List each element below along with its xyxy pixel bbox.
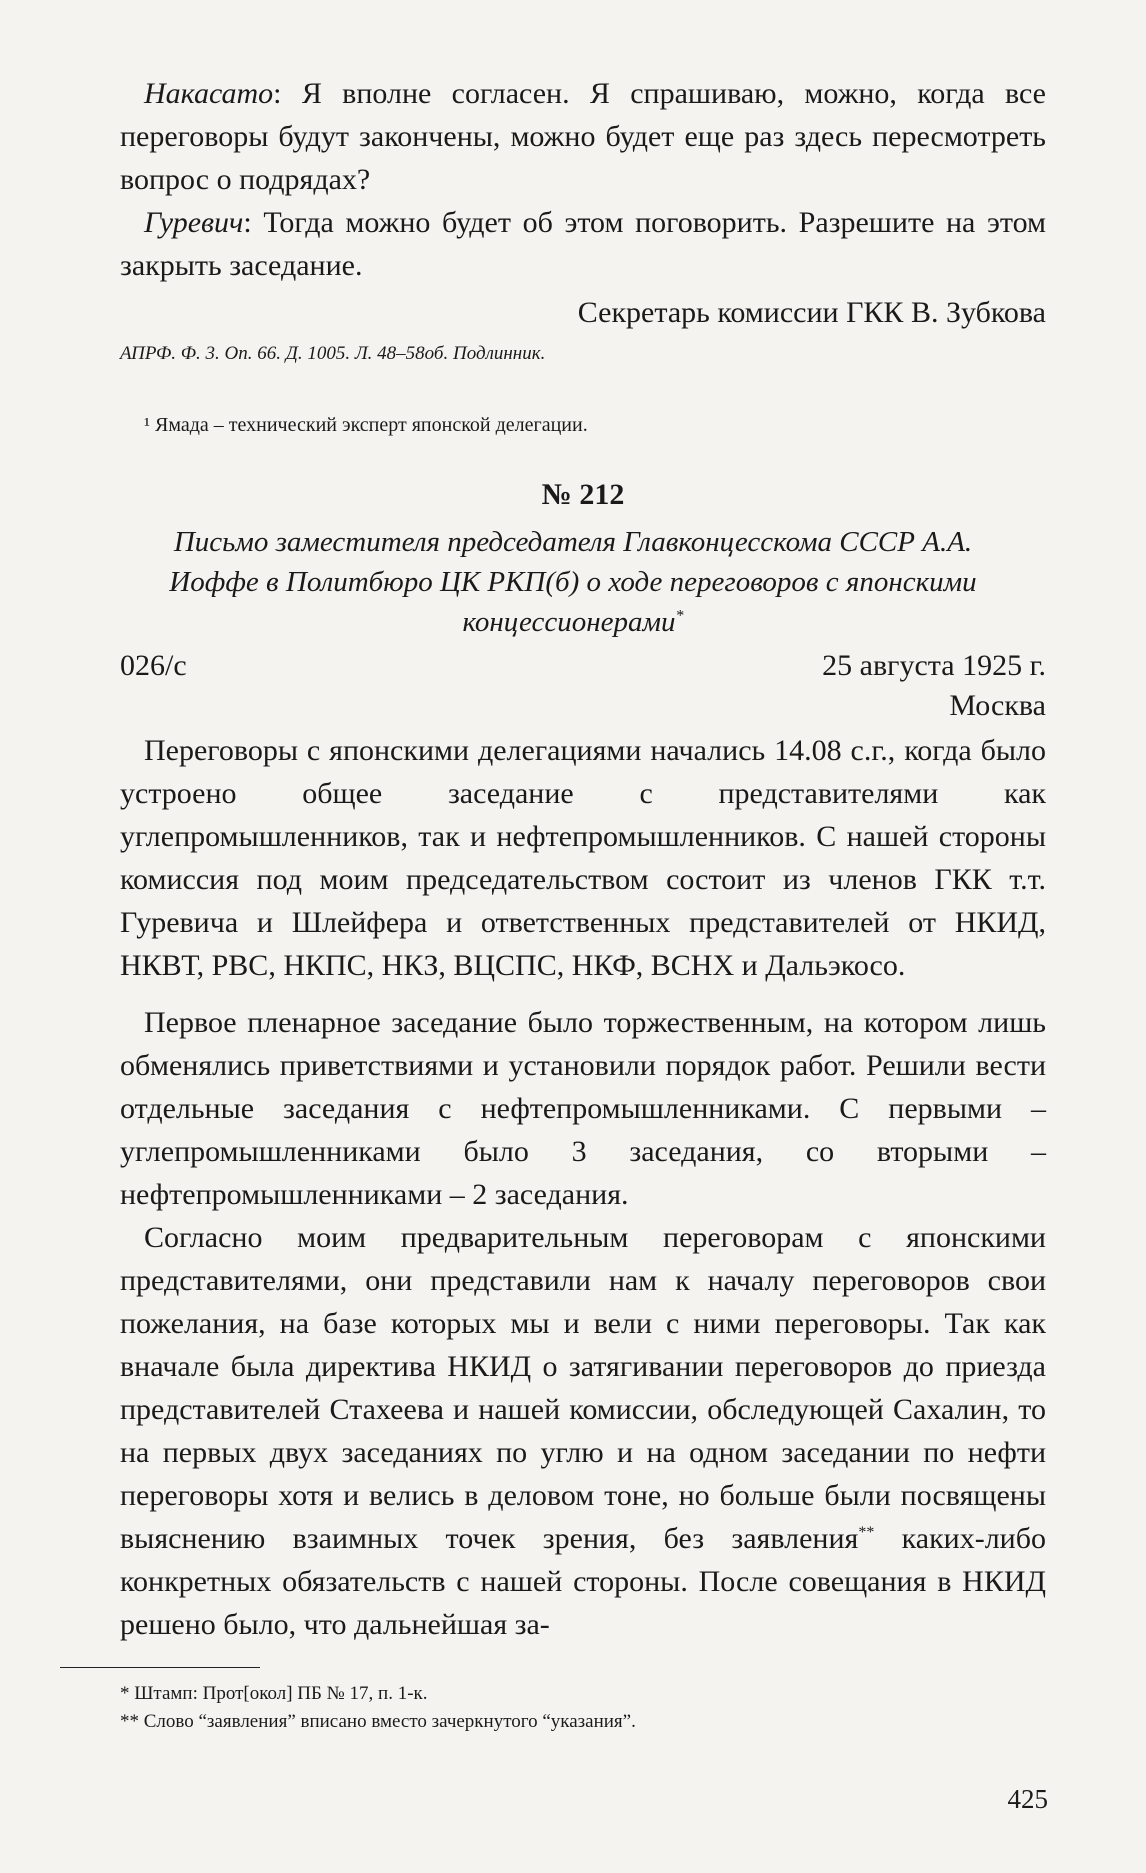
archive-source: АПРФ. Ф. 3. Оп. 66. Д. 1005. Л. 48–58об. Подлинник. (120, 343, 546, 364)
nakasato-remark (120, 72, 1046, 201)
page-footnotes (120, 1680, 636, 1736)
secretary-signature: Секретарь комиссии ГКК В. Зубкова (577, 296, 1046, 329)
double-asterisk-mark: ** (858, 1524, 875, 1541)
title-footnote-mark: * (675, 607, 684, 625)
document-header (0, 458, 1146, 726)
registration-number: 026/с (120, 649, 187, 682)
footnote-yamada (0, 393, 1146, 439)
document-date: 25 августа 1925 г. (822, 649, 1046, 682)
footnote-stamp: * Штамп: Прот[окол] ПБ № 17, п. 1-к. (120, 1683, 428, 1704)
paragraph-3-end: каких-либо конкретных обязательств с нашей стороны. После совещания в НКИД решено было, что дальнейшая за- (120, 1522, 1046, 1641)
nakasato-text: : Я вполне согласен. Я спрашиваю, можно, когда все переговоры будут закончены, можно будет еще раз здесь пересмотреть вопрос о подрядах? (120, 77, 1046, 196)
speaker-gurevich: Гуревич (144, 206, 244, 239)
footnote-word-note: ** Слово “заявления” вписано вместо зачеркнутого “указания”. (120, 1711, 636, 1732)
document-place: Москва (949, 689, 1046, 722)
top-dialogue (0, 72, 1146, 368)
letter-body (0, 729, 1146, 1646)
paragraph-1: Переговоры с японскими делегациями начались 14.08 с.г., когда было устроено общее заседание с представителями как углепромышленников, так и нефтепромышленников. С нашей стороны комиссия под моим председательством состоит из членов ГКК т.т. Гуревича и Шлейфера и ответственных представителей от НКИД, НКВТ, РВС, НКПС, НКЗ, ВЦСПС, НКФ, ВСНХ и Дальэкосо. (120, 734, 1046, 982)
document-title-text: Письмо заместителя председателя Главконцесскома СССР А.А. Иоффе в Политбюро ЦК РКП(б) о ходе переговоров с японскими концессионерами (169, 526, 977, 638)
footnote-1-text: ¹ Ямада – технический эксперт японской делегации. (144, 414, 588, 436)
paragraph-3-start: Согласно моим предварительным переговорам с японскими представителями, они представили нам к началу переговоров свои пожелания, на базе которых мы и вели с ними переговоры. Так как вначале была директива НКИД о затягивании переговоров до приезда представителей Стахеева и нашей комиссии, обследующей Сахалин, то на первых двух заседаниях по углю и на одном заседании по нефти переговоры хотя и велись в деловом тоне, но больше были посвящены выяснению взаимных точек зрения, без заявления (120, 1221, 1046, 1555)
document-meta (120, 646, 1046, 686)
document-number: № 212 (541, 478, 625, 511)
gurevich-text: : Тогда можно будет об этом поговорить. Разрешите на этом закрыть заседание. (120, 206, 1046, 282)
document-title (120, 522, 1046, 642)
gurevich-remark (120, 201, 1046, 287)
paragraph-3 (120, 1216, 1046, 1646)
page-number: 425 (1007, 1784, 1048, 1814)
speaker-nakasato: Накасато (144, 77, 274, 110)
paragraph-2: Первое пленарное заседание было торжественным, на котором лишь обменялись приветствиями и установили порядок работ. Решили вести отдельные заседания с нефтепромышленниками. С первыми – углепромышленниками было 3 заседания, со вторыми – нефтепромышленниками – 2 заседания. (120, 1006, 1046, 1211)
footnote-divider (60, 1667, 260, 1668)
